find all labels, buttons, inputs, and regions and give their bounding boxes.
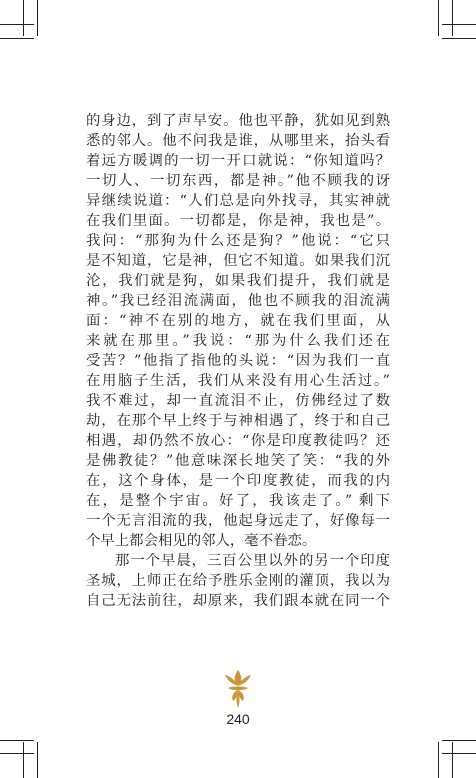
text-line: 面：“神不在别的地方，就在我们里面，从 [86,313,390,329]
paragraph-2 [86,551,390,611]
text-line: 在用脑子生活，我们从来没有用心生活过。” [86,373,390,389]
crop-mark [438,0,439,36]
text-line: 沦，我们就是狗，如果我们提升，我们就是 [86,273,390,289]
crop-mark [0,38,34,39]
text-line: 我不难过，却一直流泪不止，仿佛经过了数 [86,393,390,409]
crop-mark [0,753,34,754]
text-line: 劫，在那个早上终于与神相遇了，终于和自己 [86,413,390,429]
body-text [86,111,390,611]
crop-mark [23,0,24,36]
lotus-ornament-icon [218,668,258,710]
text-line: 在，是整个宇宙。好了，我该走了。” 剩下 [86,493,390,509]
text-line: 在，这个身体，是一个印度教徒，而我的内 [86,473,390,489]
paragraph-1 [86,111,390,551]
crop-mark [452,742,453,778]
text-line: 在我们里面。一切都是，你是神，我也是”。 [86,213,390,229]
text-line: 来就在那里。”我说：“那为什么我们还在 [86,333,390,349]
text-line: 圣城，上师正在给予胜乐金刚的灌顶，我以为 [86,573,390,589]
text-line: 的身边，到了声早安。他也平静，犹如见到熟 [86,113,390,129]
text-line: 神。”我已经泪流满面，他也不顾我的泪流满 [86,293,390,309]
text-line: 是佛教徒？”他意味深长地笑了笑：“我的外 [86,453,390,469]
crop-mark [442,38,476,39]
text-line: 我问：“那狗为什么还是狗？”他说：“它只 [86,233,390,249]
text-line: 是不知道，它是神，但它不知道。如果我们沉 [86,253,390,269]
crop-mark [0,740,34,741]
text-line: 悉的邻人。他不问我是谁，从哪里来，抬头看 [86,133,390,149]
crop-mark [0,24,34,25]
crop-mark [442,24,476,25]
text-line: 着远方暖调的一切一开口就说：“你知道吗？ [86,153,390,169]
text-line: 一切人、一切东西，都是神。”他不顾我的讶 [86,173,390,189]
crop-mark [438,742,439,778]
text-line: 那一个早晨，三百公里以外的另一个印度 [115,553,390,569]
crop-mark [37,742,38,778]
crop-mark [452,0,453,36]
text-line: 个早上都会相见的邻人，毫不眷恋。 [86,533,317,549]
text-line: 异继续说道：“人们总是向外找寻，其实神就 [86,193,390,209]
text-line: 一个无言泪流的我，他起身远走了，好像每一 [86,513,390,529]
page-number: 240 [226,711,250,727]
text-line: 自己无法前往，却原来，我们跟本就在同一个 [86,593,390,609]
crop-mark [442,740,476,741]
text-line: 相遇，却仍然不放心：“你是印度教徒吗？还 [86,433,390,449]
text-line: 受苦？”他指了指他的头说：“因为我们一直 [86,353,390,369]
crop-mark [37,0,38,36]
crop-mark [23,742,24,778]
crop-mark [442,753,476,754]
